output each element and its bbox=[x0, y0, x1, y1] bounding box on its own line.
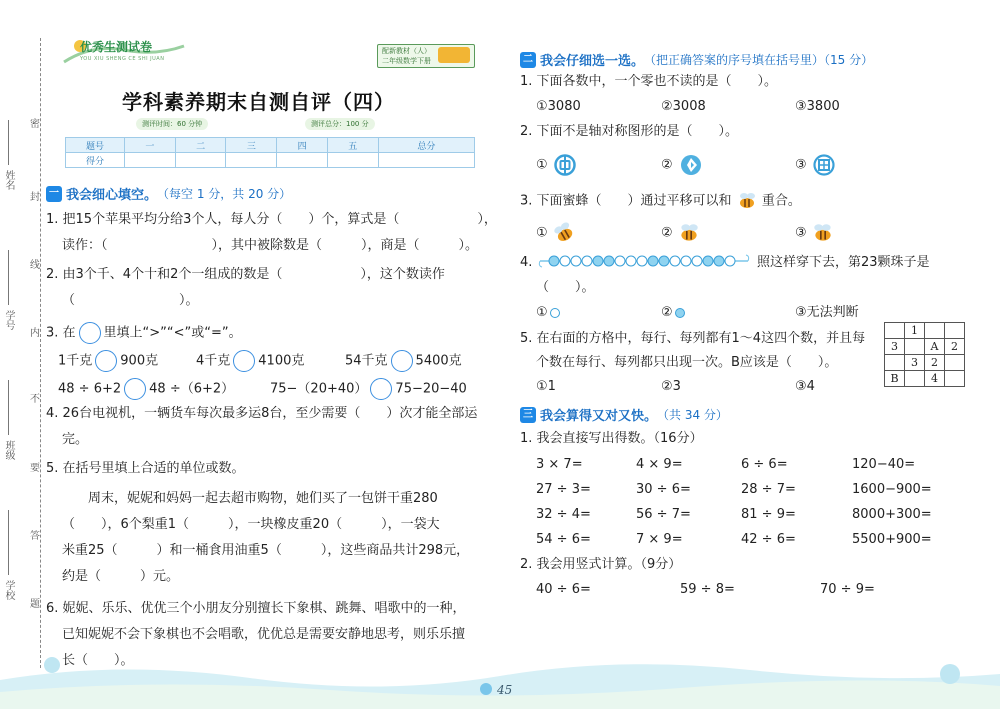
grid-row bbox=[885, 355, 965, 371]
class-field-label: 班级 bbox=[3, 440, 14, 460]
edition-badge bbox=[377, 44, 475, 68]
section-3-header bbox=[520, 405, 728, 424]
calc-subtitle-2: 2. 我会用竖式计算。（9分） bbox=[520, 557, 682, 572]
section-note: （把正确答案的序号填在括号里）（15 分） bbox=[644, 53, 874, 67]
mc-option-label: ① bbox=[536, 225, 548, 241]
score-table-cell: 四 bbox=[277, 138, 328, 153]
calc-item[interactable]: 27 ÷ 3= bbox=[536, 482, 591, 497]
grid-cell bbox=[925, 323, 945, 339]
bee-reference-icon bbox=[736, 191, 758, 211]
grid-cell: A bbox=[925, 339, 945, 355]
binding-mark: 要 bbox=[30, 463, 40, 474]
question-5-para-1: 周末，妮妮和妈妈一起去超市购物，她们买了一包饼干重280 bbox=[88, 491, 438, 506]
mc-option[interactable] bbox=[795, 222, 835, 244]
mc-option-label: ① bbox=[536, 305, 548, 320]
compare-circle-input[interactable] bbox=[233, 350, 255, 372]
page-number: 45 bbox=[497, 683, 513, 697]
question-6-line-3: 长（ ）。 bbox=[62, 653, 134, 668]
bee-option-icon bbox=[677, 222, 701, 244]
grid-row bbox=[885, 371, 965, 387]
calc-subtitle-1: 1. 我会直接写出得数。（16分） bbox=[520, 431, 703, 446]
bee-option-icon bbox=[548, 217, 580, 248]
score-table-cell: 题号 bbox=[66, 138, 125, 153]
score-input[interactable] bbox=[327, 153, 378, 168]
edition-line-1: 配新教材（人） bbox=[382, 47, 431, 55]
binding-mark: 题 bbox=[30, 599, 40, 610]
question-2-line-1: 2. 由3个千、4个十和2个一组成的数是（ ），这个数读作 bbox=[46, 267, 445, 282]
calc-item[interactable]: 5500+900= bbox=[852, 532, 932, 547]
mc-option[interactable]: ③无法判断 bbox=[795, 305, 859, 320]
bee-option-icon bbox=[811, 222, 835, 244]
compare-right: 5400克 bbox=[415, 353, 462, 369]
grid-cell: 2 bbox=[945, 339, 965, 355]
grid-cell: 1 bbox=[905, 323, 925, 339]
page-bubble-icon bbox=[480, 683, 492, 695]
student-id-field-label: 学号 bbox=[3, 310, 14, 330]
grid-cell bbox=[945, 371, 965, 387]
grid-cell: 4 bbox=[925, 371, 945, 387]
calc-item[interactable]: 6 ÷ 6= bbox=[741, 457, 788, 472]
compare-circle-input[interactable] bbox=[95, 350, 117, 372]
score-table-cell: 总分 bbox=[378, 138, 474, 153]
score-table-cell: 一 bbox=[125, 138, 176, 153]
mc-option-label: ② bbox=[661, 305, 673, 320]
brand-name: 优秀生测试卷 bbox=[80, 40, 153, 54]
hollow-bead-icon bbox=[550, 308, 560, 318]
question-3-intro-a: 3. 在 bbox=[46, 325, 76, 341]
score-table-cell: 二 bbox=[175, 138, 226, 153]
question-3-intro-b: 里填上“>”“<”或“=”。 bbox=[103, 325, 242, 341]
vertical-calc-item[interactable]: 59 ÷ 8= bbox=[680, 582, 735, 597]
calc-item[interactable]: 30 ÷ 6= bbox=[636, 482, 691, 497]
mc-question-3-b: 重合。 bbox=[761, 193, 801, 209]
bank-of-china-logo-icon bbox=[554, 154, 576, 176]
mc-question-5-line-1: 5. 在右面的方格中，每行、每列都有1～4这四个数，并且每 bbox=[520, 331, 866, 346]
section-2-header bbox=[520, 50, 873, 69]
score-input[interactable] bbox=[175, 153, 226, 168]
mc-option[interactable]: ②3 bbox=[661, 379, 681, 394]
mc-option[interactable] bbox=[661, 222, 701, 244]
calc-item[interactable]: 32 ÷ 4= bbox=[536, 507, 591, 522]
score-table-cell: 五 bbox=[327, 138, 378, 153]
mc-option-label: ② bbox=[661, 157, 673, 173]
section-1-header bbox=[46, 184, 291, 203]
binding-mark: 不 bbox=[30, 394, 40, 405]
question-5-para-3: 米重25（ ）和一桶食用油重5（ ），这些商品共计298元， bbox=[62, 543, 470, 558]
compare-item bbox=[345, 350, 462, 372]
grid-cell bbox=[945, 323, 965, 339]
mc-question-3 bbox=[520, 191, 801, 211]
compare-right: 75−20−40 bbox=[395, 381, 467, 397]
mc-question-2: 2. 下面不是轴对称图形的是（ ）。 bbox=[520, 124, 739, 139]
name-field-line[interactable] bbox=[8, 120, 9, 165]
question-5-line-1: 5. 在括号里填上合适的单位或数。 bbox=[46, 461, 245, 476]
mc-option[interactable] bbox=[795, 154, 835, 176]
question-1-line-1: 1. 把15个苹果平均分给3个人，每人分（ ）个，算式是（ ）， bbox=[46, 212, 497, 227]
mc-option[interactable] bbox=[661, 304, 685, 321]
compare-circle-input[interactable] bbox=[391, 350, 413, 372]
calc-item[interactable]: 42 ÷ 6= bbox=[741, 532, 796, 547]
brand-subtitle: YOU XIU SHENG CE SHI JUAN bbox=[80, 56, 165, 62]
grid-cell bbox=[905, 371, 925, 387]
name-field-label: 姓名 bbox=[3, 170, 14, 190]
grid-cell: 3 bbox=[905, 355, 925, 371]
compare-circle-example bbox=[79, 322, 101, 344]
mc-option[interactable]: ②3008 bbox=[661, 99, 706, 114]
mc-question-5-line-2: 个数在每行、每列都只出现一次。B应该是（ ）。 bbox=[536, 355, 838, 370]
mc-option[interactable] bbox=[536, 222, 576, 244]
calc-item[interactable]: 7 × 9= bbox=[636, 532, 683, 547]
binding-mark: 内 bbox=[30, 328, 40, 339]
compare-circle-input[interactable] bbox=[124, 378, 146, 400]
compare-circle-input[interactable] bbox=[370, 378, 392, 400]
compare-right: 4100克 bbox=[258, 353, 305, 369]
question-5-para-2: （ ），6个梨重1（ ），一块橡皮重20（ ），一袋大 bbox=[62, 517, 440, 532]
score-table-score-row bbox=[66, 153, 475, 168]
calc-item[interactable]: 81 ÷ 9= bbox=[741, 507, 796, 522]
mc-question-4-text: 照这样穿下去，第23颗珠子是 bbox=[757, 255, 930, 270]
section-note: （每空 1 分，共 20 分） bbox=[157, 187, 292, 201]
calc-item[interactable]: 1600−900= bbox=[852, 482, 932, 497]
mc-option[interactable]: ③4 bbox=[795, 379, 815, 394]
score-table-cell: 得分 bbox=[66, 153, 125, 168]
binding-mark: 密 bbox=[30, 119, 40, 130]
student-id-field-line[interactable] bbox=[8, 250, 9, 305]
grid-cell bbox=[905, 339, 925, 355]
mc-option[interactable]: ①1 bbox=[536, 379, 556, 394]
mc-option[interactable] bbox=[536, 154, 576, 176]
vertical-calc-item[interactable]: 40 ÷ 6= bbox=[536, 582, 591, 597]
compare-item bbox=[58, 350, 158, 372]
mc-option-label: ① bbox=[536, 157, 548, 173]
construction-bank-logo-icon bbox=[679, 154, 703, 176]
compare-item bbox=[196, 350, 304, 372]
grid-cell bbox=[885, 355, 905, 371]
compare-item bbox=[270, 378, 467, 400]
section-title: 我会仔细选一选。 bbox=[540, 54, 645, 69]
compare-item bbox=[58, 378, 234, 400]
grid-cell: 3 bbox=[885, 339, 905, 355]
edition-stamp-icon bbox=[438, 47, 470, 63]
grid-cell: B bbox=[885, 371, 905, 387]
score-input[interactable] bbox=[226, 153, 277, 168]
calc-item[interactable]: 8000+300= bbox=[852, 507, 932, 522]
compare-left: 75−（20+40） bbox=[270, 381, 368, 397]
binding-mark: 答 bbox=[30, 531, 40, 542]
mc-option[interactable] bbox=[536, 304, 560, 321]
binding-mark: 线 bbox=[30, 260, 40, 271]
calc-item[interactable]: 56 ÷ 7= bbox=[636, 507, 691, 522]
mc-option[interactable]: ①3080 bbox=[536, 99, 581, 114]
vertical-calc-item[interactable]: 70 ÷ 9= bbox=[820, 582, 875, 597]
grid-row bbox=[885, 323, 965, 339]
score-input[interactable] bbox=[125, 153, 176, 168]
grid-cell: 2 bbox=[925, 355, 945, 371]
compare-right: 900克 bbox=[120, 353, 159, 369]
page-title: 学科素养期末自测自评（四） bbox=[122, 90, 395, 114]
section-title: 我会算得又对又快。 bbox=[540, 409, 658, 424]
section-title: 我会细心填空。 bbox=[66, 188, 158, 203]
section-badge: 三 bbox=[520, 407, 536, 423]
section-badge: 二 bbox=[520, 52, 536, 68]
question-1-line-2: 读作：（ ），其中被除数是（ ），商是（ ）。 bbox=[62, 238, 479, 253]
number-grid bbox=[884, 322, 965, 387]
mc-question-4-number: 4. bbox=[520, 255, 533, 270]
compare-left: 1千克 bbox=[58, 353, 93, 369]
score-input[interactable] bbox=[378, 153, 474, 168]
question-4-line-1: 4. 26台电视机，一辆货车每次最多运8台，至少需要（ ）次才能全部运 bbox=[46, 406, 478, 421]
calc-item[interactable]: 54 ÷ 6= bbox=[536, 532, 591, 547]
mc-option-label: ② bbox=[661, 225, 673, 241]
school-field-label: 学校 bbox=[3, 580, 14, 600]
question-2-line-2: （ ）。 bbox=[62, 293, 199, 308]
section-note: （共 34 分） bbox=[657, 408, 728, 422]
test-time: 测评时间：60 分钟 bbox=[136, 118, 208, 130]
compare-right: 48 ÷（6+2） bbox=[149, 381, 235, 397]
binding-mark: 封 bbox=[30, 192, 40, 203]
question-4-line-2: 完。 bbox=[62, 432, 89, 447]
school-field-line[interactable] bbox=[8, 510, 9, 575]
calc-item[interactable]: 120−40= bbox=[852, 457, 916, 472]
score-table-cell: 三 bbox=[226, 138, 277, 153]
mc-question-3-a: 3. 下面蜜蜂（ ）通过平移可以和 bbox=[520, 193, 732, 209]
mc-question-4-blank: （ ）。 bbox=[536, 280, 595, 295]
bead-string-icon bbox=[538, 252, 750, 270]
icbc-logo-icon bbox=[813, 154, 835, 176]
score-table bbox=[65, 137, 475, 168]
edition-line-2: 二年级数学下册 bbox=[382, 57, 431, 65]
calc-item[interactable]: 3 × 7= bbox=[536, 457, 583, 472]
compare-left: 4千克 bbox=[196, 353, 231, 369]
score-input[interactable] bbox=[277, 153, 328, 168]
question-6-line-2: 已知妮妮不会下象棋也不会唱歌，优优总是需要安静地思考，则乐乐擅 bbox=[62, 627, 466, 642]
score-table-header-row bbox=[66, 138, 475, 153]
filled-bead-icon bbox=[675, 308, 685, 318]
grid-cell bbox=[945, 355, 965, 371]
mc-option-label: ③ bbox=[795, 225, 807, 241]
mc-option-label: ③ bbox=[795, 157, 807, 173]
binding-line bbox=[40, 38, 41, 668]
calc-item[interactable]: 28 ÷ 7= bbox=[741, 482, 796, 497]
mc-option[interactable]: ③3800 bbox=[795, 99, 840, 114]
question-6-line-1: 6. 妮妮、乐乐、优优三个小朋友分别擅长下象棋、跳舞、唱歌中的一种， bbox=[46, 601, 466, 616]
class-field-line[interactable] bbox=[8, 380, 9, 435]
footer-wave-decoration bbox=[0, 640, 1000, 709]
compare-left: 54千克 bbox=[345, 353, 388, 369]
mc-question-1: 1. 下面各数中，一个零也不读的是（ ）。 bbox=[520, 74, 778, 89]
question-5-para-4: 约是（ ）元。 bbox=[62, 569, 180, 584]
compare-left: 48 ÷ 6+2 bbox=[58, 381, 122, 397]
section-badge: 一 bbox=[46, 186, 62, 202]
grid-row bbox=[885, 339, 965, 355]
question-3-intro bbox=[46, 322, 242, 344]
test-score: 测评总分：100 分 bbox=[305, 118, 375, 130]
grid-cell bbox=[885, 323, 905, 339]
mc-option[interactable] bbox=[661, 154, 703, 176]
calc-item[interactable]: 4 × 9= bbox=[636, 457, 683, 472]
